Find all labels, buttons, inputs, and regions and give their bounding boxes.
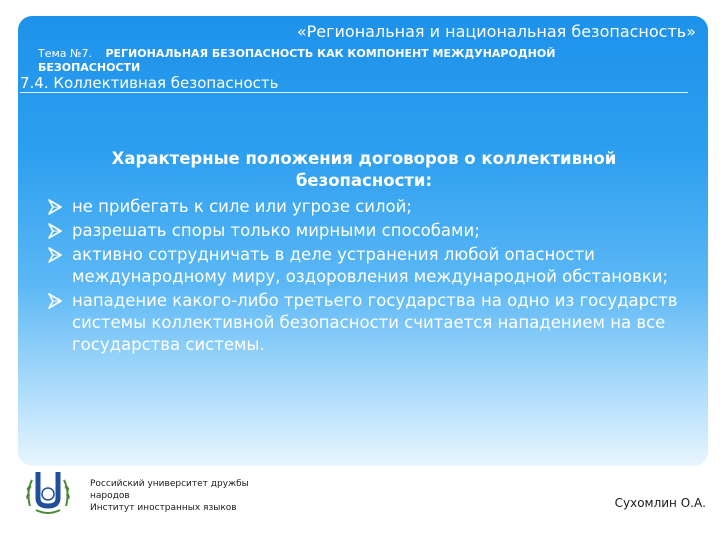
bullet-text: разрешать споры только мирными способами;: [72, 221, 480, 240]
bullet-text: не прибегать к силе или угрозе силой;: [72, 197, 412, 216]
footer-author: Сухомлин О.А.: [614, 496, 706, 510]
arrow-bullet-icon: [48, 247, 62, 263]
slide-content: [46, 148, 682, 358]
list-item: [46, 220, 682, 242]
list-item: [46, 196, 682, 218]
arrow-bullet-icon: [48, 223, 62, 239]
topic-line: [38, 47, 598, 75]
bullet-list: [46, 196, 682, 356]
university-logo-icon: [22, 466, 74, 518]
course-title: «Региональная и национальная безопасность»: [296, 22, 696, 41]
topic-label: Тема №7.: [38, 47, 92, 60]
list-item: [46, 290, 682, 356]
list-item: [46, 244, 682, 288]
arrow-bullet-icon: [48, 199, 62, 215]
footer-org-line: народов: [90, 491, 130, 501]
header-divider: [20, 92, 688, 93]
arrow-bullet-icon: [48, 293, 62, 309]
topic-name: РЕГИОНАЛЬНАЯ БЕЗОПАСНОСТЬ КАК КОМПОНЕНТ МЕЖДУНАРОДНОЙ БЕЗОПАСНОСТИ: [38, 47, 556, 74]
bullet-text: нападение какого-либо третьего государства на одно из государств системы коллективной безопасности считается нападением на все государства системы.: [72, 291, 678, 354]
footer-org-line: Российский университет дружбы: [90, 479, 249, 489]
bullet-text: активно сотрудничать в деле устранения любой опасности международному миру, оздоровления международной обстановки;: [72, 245, 669, 286]
content-heading: Характерные положения договоров о коллективной безопасности:: [111, 149, 617, 190]
section-title: 7.4. Коллективная безопасность: [20, 74, 279, 92]
footer-organization: [90, 478, 249, 514]
footer-org-line: Институт иностранных языков: [90, 503, 237, 513]
